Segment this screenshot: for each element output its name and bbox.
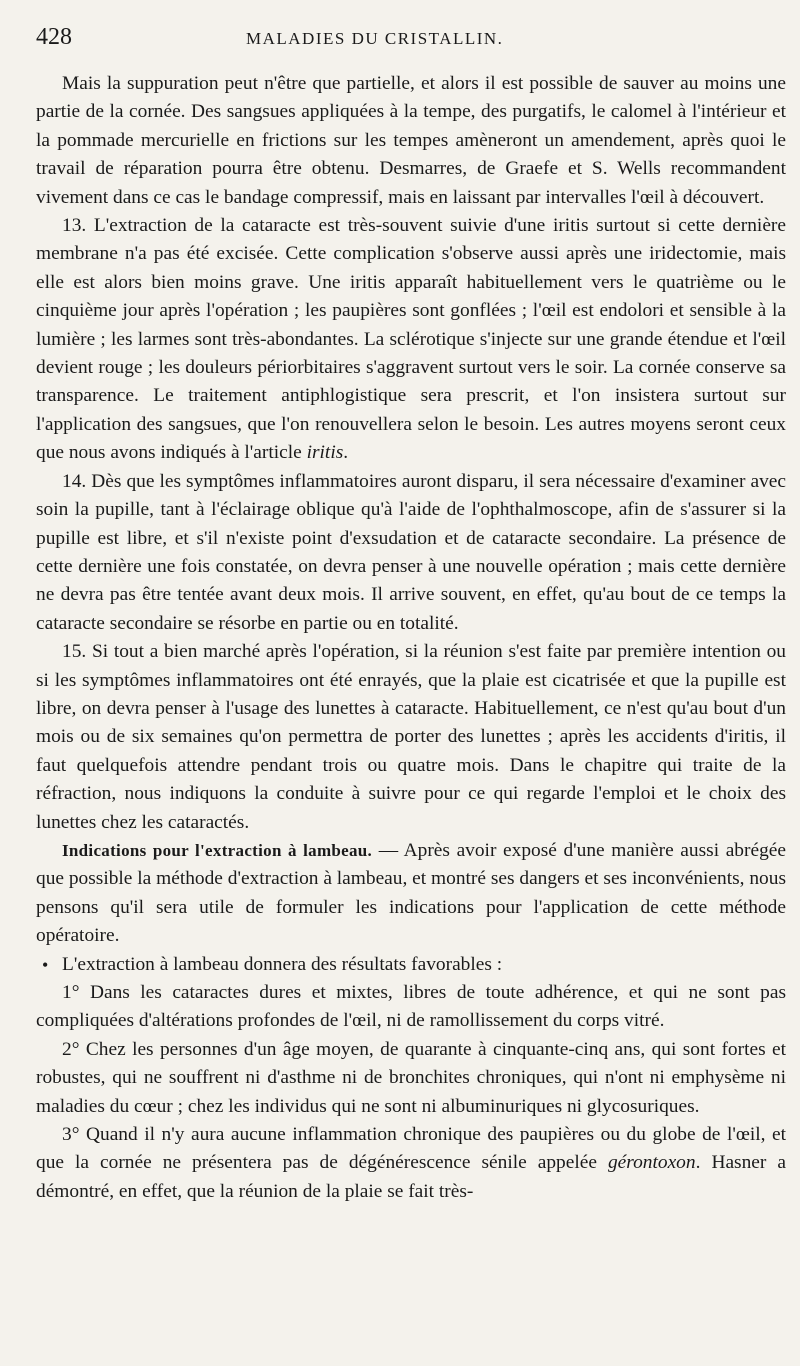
paragraph-result-2: 2° Chez les personnes d'un âge moyen, de quarante à cinquante-cinq ans, qui sont fortes et robustes, qui ne souffrent ni d'asthme ni de bronchites chroniques, qui n'ont ni emphysème ni maladies du cœur ; chez les individus qui ne sont ni albuminuriques ni glycosuriques. <box>36 1038 786 1117</box>
page-header <box>36 24 786 58</box>
item-number: 2° <box>62 1038 80 1060</box>
paragraph-15: 15. Si tout a bien marché après l'opération, si la réunion s'est faite par première intention ou si les symptômes inflammatoires ont été enrayés, que la plaie est cicatrisée et que la pupille est libre, on devra penser à l'usage des lunettes à cataracte. Habituellement, ce n'est qu'au bout d'un mois ou de six semaines qu'on permettra de porter des lunettes ; après les accidents d'iritis, il faut quelquefois attendre pendant trois ou quatre mois. Dans le chapitre qui traite de la réfraction, nous indiquons la conduite à suivre pour ce qui regarde l'emploi et le choix des lunettes chez les cataractés. <box>36 641 786 833</box>
paragraph-indications: Indications pour l'extraction à lambeau. — Après avoir exposé d'une manière aussi abrégée que possible la méthode d'extraction à lambeau, et montré ses dangers et ses inconvénients, nous pensons qu'il sera utile de formuler les indications pour l'application de cette méthode opératoire. <box>36 839 786 947</box>
item-number: 3° <box>62 1124 80 1146</box>
item-number: 14. <box>62 470 87 492</box>
paragraph-14: 14. Dès que les symptômes inflammatoires auront disparu, il sera nécessaire d'examiner avec soin la pupille, tant à l'éclairage oblique qu'à l'aide de l'ophthalmoscope, afin de s'assurer si la pupille est libre, et s'il n'existe point d'exsudation et de cataracte secondaire. La présence de cette dernière une fois constatée, on devra penser à une nouvelle opération ; mais cette dernière ne devra pas être tentée avant deux mois. Il arrive souvent, en effet, qu'au bout de ce temps la cataracte secondaire se résorbe en partie ou en totalité. <box>36 470 786 634</box>
italic-term: gérontoxon <box>607 1152 696 1174</box>
page-number: 428 <box>36 24 72 50</box>
body-text <box>36 70 786 1206</box>
paragraph-result-1: 1° Dans les cataractes dures et mixtes, libres de toute adhérence, et qui ne sont pas compliquées d'altérations profondes de l'œil, ni de ramollissement du corps vitré. <box>36 982 786 1032</box>
margin-bullet: • <box>42 954 49 975</box>
paragraph-results-intro: • L'extraction à lambeau donnera des résultats favorables : <box>36 951 786 979</box>
item-number: 13. <box>62 215 87 237</box>
italic-term: iritis <box>306 442 344 464</box>
paragraph-13: 13. L'extraction de la cataracte est très-souvent suivie d'une iritis surtout si cette dernière membrane n'a pas été excisée. Cette complication s'observe aussi après une iridectomie, mais elle est alors bien moins grave. Une iritis apparaît habituellement vers le quatrième ou le cinquième jour après l'opération ; les paupières sont gonflées ; l'œil est endolori et sensible à la lumière ; les larmes sont très-abondantes. La sclérotique s'injecte sur une grande étendue et l'œil devient rouge ; les douleurs périorbitaires s'aggravent surtout vers le soir. La cornée conserve sa transparence. Le traitement antiphlogistique sera prescrit, et l'on insistera surtout sur l'application des sangsues, que l'on renouvellera selon le besoin. Les autres moyens seront ceux que nous avons indiqués à l'article iritis. <box>36 215 786 464</box>
section-subheading: Indications pour l'extraction à lambeau. <box>62 840 373 860</box>
paragraph-result-3: 3° Quand il n'y aura aucune inflammation chronique des paupières ou du globe de l'œil, et que la cornée ne présentera pas de dégénérescence sénile appelée gérontoxon. Hasner a démontré, en effet, que la réunion de la plaie se fait très- <box>36 1124 786 1202</box>
item-number: 15. <box>62 641 87 663</box>
running-head: MALADIES DU CRISTALLIN. <box>246 29 504 48</box>
paragraph-suppuration: Mais la suppuration peut n'être que partielle, et alors il est possible de sauver au moins une partie de la cornée. Des sangsues appliquées à la tempe, des purgatifs, le calomel à l'intérieur et la pommade mercurielle en frictions sur les tempes amèneront un amendement, après quoi le travail de réparation pourra être obtenu. Desmarres, de Graefe et S. Wells recommandent vivement dans ce cas le bandage compressif, mais en laissant par intervalles l'œil à découvert. <box>36 73 786 208</box>
item-number: 1° <box>62 982 80 1003</box>
